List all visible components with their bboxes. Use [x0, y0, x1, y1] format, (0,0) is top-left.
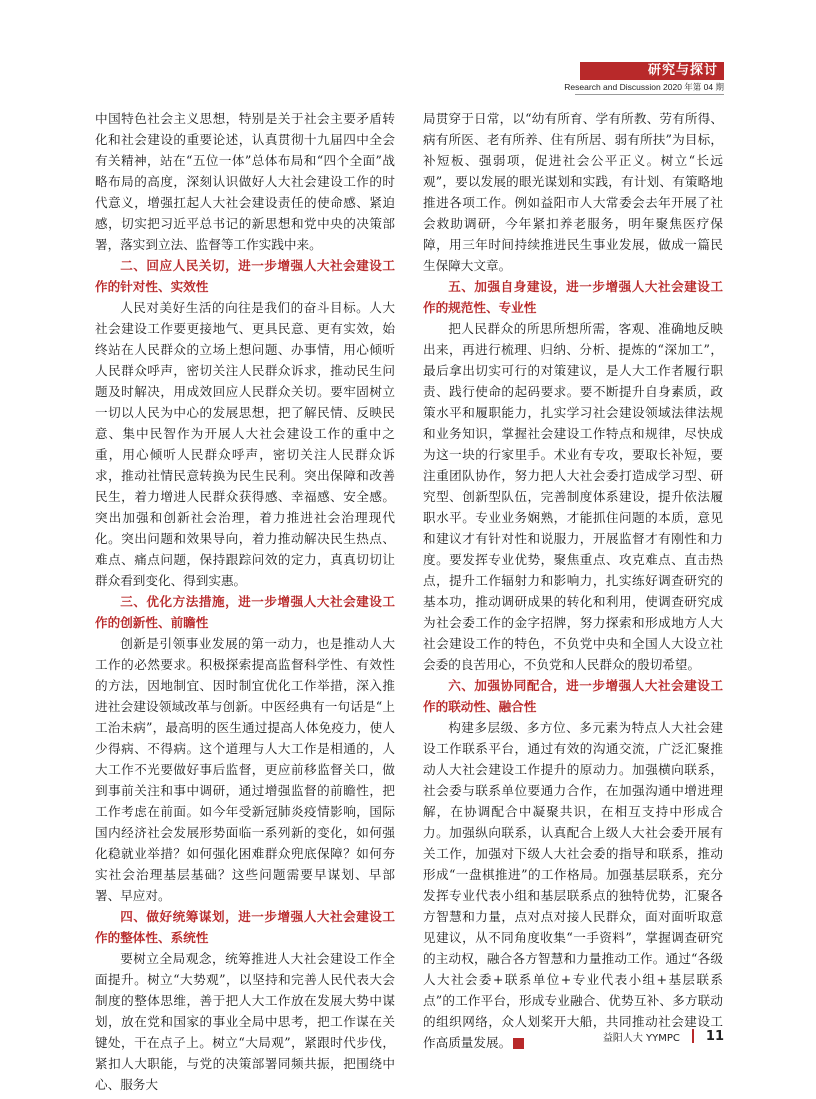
section-title-banner: 研究与探讨: [580, 62, 724, 80]
section-heading-6: 六、加强协同配合，进一步增强人大社会建设工作的联动性、融合性: [423, 678, 723, 714]
paragraph: 中国特色社会主义思想，特别是关于社会主要矛盾转化和社会建设的重要论述，认真贯彻十九届四中全会有关精神，站在“五位一体”总体布局和“四个全面”战略布局的高度，深刻认识做好人大社会建设工作的时代意义，增强扛起人大社会建设责任的使命感、紧迫感，切实把习近平总书记的新思想和党中央的决策部署，落实到立法、监督等工作实践中来。: [95, 111, 395, 252]
paragraph: 要树立全局观念，统筹推进人大社会建设工作全面提升。树立“大势观”，以坚持和完善人民代表大会制度的整体思维，善于把人大工作放在发展大势中谋划，放在党和国家的事业全局中思考，把工作谋在关键处，干在点子上。树立“大局观”，紧跟时代步伐，紧扣人大职能，与党的决策部署同频共振，把围绕中心、服务大: [95, 951, 395, 1092]
issue-subtitle: Research and Discussion 2020 年第 04 期: [564, 82, 724, 92]
section-heading-5: 五、加强自身建设，进一步增强人大社会建设工作的规范性、专业性: [423, 279, 723, 315]
page-footer: [560, 1026, 724, 1046]
paragraph-text: 构建多层级、多方位、多元素为特点人大社会建设工作联系平台，通过有效的沟通交流，广泛汇聚推动人大社会建设工作提升的原动力。加强横向联系，社会委与联系单位要通力合作，在加强沟通中增进理解，在协调配合中凝聚共识，在相互支持中形成合力。加强纵向联系，认真配合上级人大社会委开展有关工作，加强对下级人大社会委的指导和联系，推动形成“一盘棋推进”的工作格局。加强基层联系，充分发挥专业代表小组和基层联系点的独特优势，汇聚各方智慧和力量，点对点对接人民群众，面对面听取意见建议，从不同角度收集“一手资料”，掌握调查研究的主动权，融合各方智慧和力量推动工作。通过“各级人大社会委+联系单位+专业代表小组+基层联系点”的工作平台，形成专业融合、优势互补、多方联动的组织网络，众人划桨开大船，共同推动社会建设工作高质量发展。: [423, 720, 723, 1050]
footer-divider: [692, 1029, 694, 1043]
paragraph: 把人民群众的所思所想所需，客观、准确地反映出来，再进行梳理、归纳、分析、提炼的“深加工”，最后拿出切实可行的对策建议，是人大工作者履行职责、践行使命的起码要求。要不断提升自身素质，政策水平和履职能力，扎实学习社会建设领域法律法规和业务知识，掌握社会建设工作特点和规律，尽快成为这一块的行家里手。术业有专攻，要取长补短，要注重团队协作，努力把人大社会委打造成学习型、研究型、创新型队伍，完善制度体系建设，提升依法履职水平。专业业务娴熟，才能抓住问题的本质，意见和建议才有针对性和说服力，开展监督才有刚性和力度。要发挥专业优势，聚焦重点、攻克难点、直击热点，提升工作辐射力和影响力，扎实练好调查研究的基本功，推动调研成果的转化和利用，使调查研究成为社会委工作的金字招牌，努力探索和形成地方人大社会建设工作的特色，不负党中央和全国人大设立社会委的良苦用心，不负党和人民群众的殷切希望。: [423, 321, 723, 672]
article-end-mark-icon: ≥: [513, 1038, 524, 1049]
paragraph: [423, 717, 723, 1053]
section-heading-4: 四、做好统筹谋划，进一步增强人大社会建设工作的整体性、系统性: [95, 909, 395, 945]
section-heading-2: 二、回应人民关切，进一步增强人大社会建设工作的针对性、实效性: [95, 258, 395, 294]
section-heading-3: 三、优化方法措施，进一步增强人大社会建设工作的创新性、前瞻性: [95, 594, 395, 630]
paragraph: 局贯穿于日常，以“幼有所育、学有所教、劳有所得、病有所医、老有所养、住有所居、弱有所扶”为目标，补短板、强弱项，促进社会公平正义。树立“长远观”，要以发展的眼光谋划和实践，有计划、有策略地推进各项工作。例如益阳市人大常委会去年开展了社会救助调研，今年紧扣养老服务，明年聚焦医疗保障，用三年时间持续推进民生事业发展，做成一篇民生保障大文章。: [423, 111, 723, 273]
right-column: [423, 108, 723, 1053]
paragraph: 创新是引领事业发展的第一动力，也是推动人大工作的必然要求。积极探索提高监督科学性、有效性的方法，因地制宜、因时制宜优化工作举措，深入推进社会建设领域改革与创新。中医经典有一句话是“上工治未病”，最高明的医生通过提高人体免疫力，使人少得病、不得病。这个道理与人大工作是相通的，人大工作不光要做好事后监督，更应前移监督关口，做到事前关注和事中调研，通过增强监督的前瞻性，把工作考虑在前面。如今年受新冠肺炎疫情影响，国际国内经济社会发展形势面临一系列新的变化，如何强化稳就业举措？如何强化困难群众兜底保障？如何夯实社会治理基层基础？这些问题需要早谋划、早部署、早应对。: [95, 636, 395, 903]
magazine-name: 益阳人大 YYMPC: [602, 1032, 680, 1044]
left-column: [95, 108, 395, 1095]
page-number: 11: [705, 1028, 724, 1044]
paragraph: 人民对美好生活的向往是我们的奋斗目标。人大社会建设工作要更接地气、更具民意、更有实效，始终站在人民群众的立场上想问题、办事情，用心倾听人民群众呼声，密切关注人民群众诉求，推动民生问题及时解决，用成效回应人民群众关切。要牢固树立一切以人民为中心的发展思想，把了解民情、反映民意、集中民智作为开展人大社会建设工作的重中之重，用心倾听人民群众呼声，密切关注人民群众诉求，推动社情民意转换为民生民利。突出保障和改善民生，着力增进人民群众获得感、幸福感、安全感。突出加强和创新社会治理，着力推进社会治理现代化。突出问题和效果导向，着力推动解决民生热点、难点、痛点问题，保持跟踪问效的定力，真真切切让群众看到变化、得到实惠。: [95, 300, 395, 588]
header-divider: [575, 94, 724, 95]
